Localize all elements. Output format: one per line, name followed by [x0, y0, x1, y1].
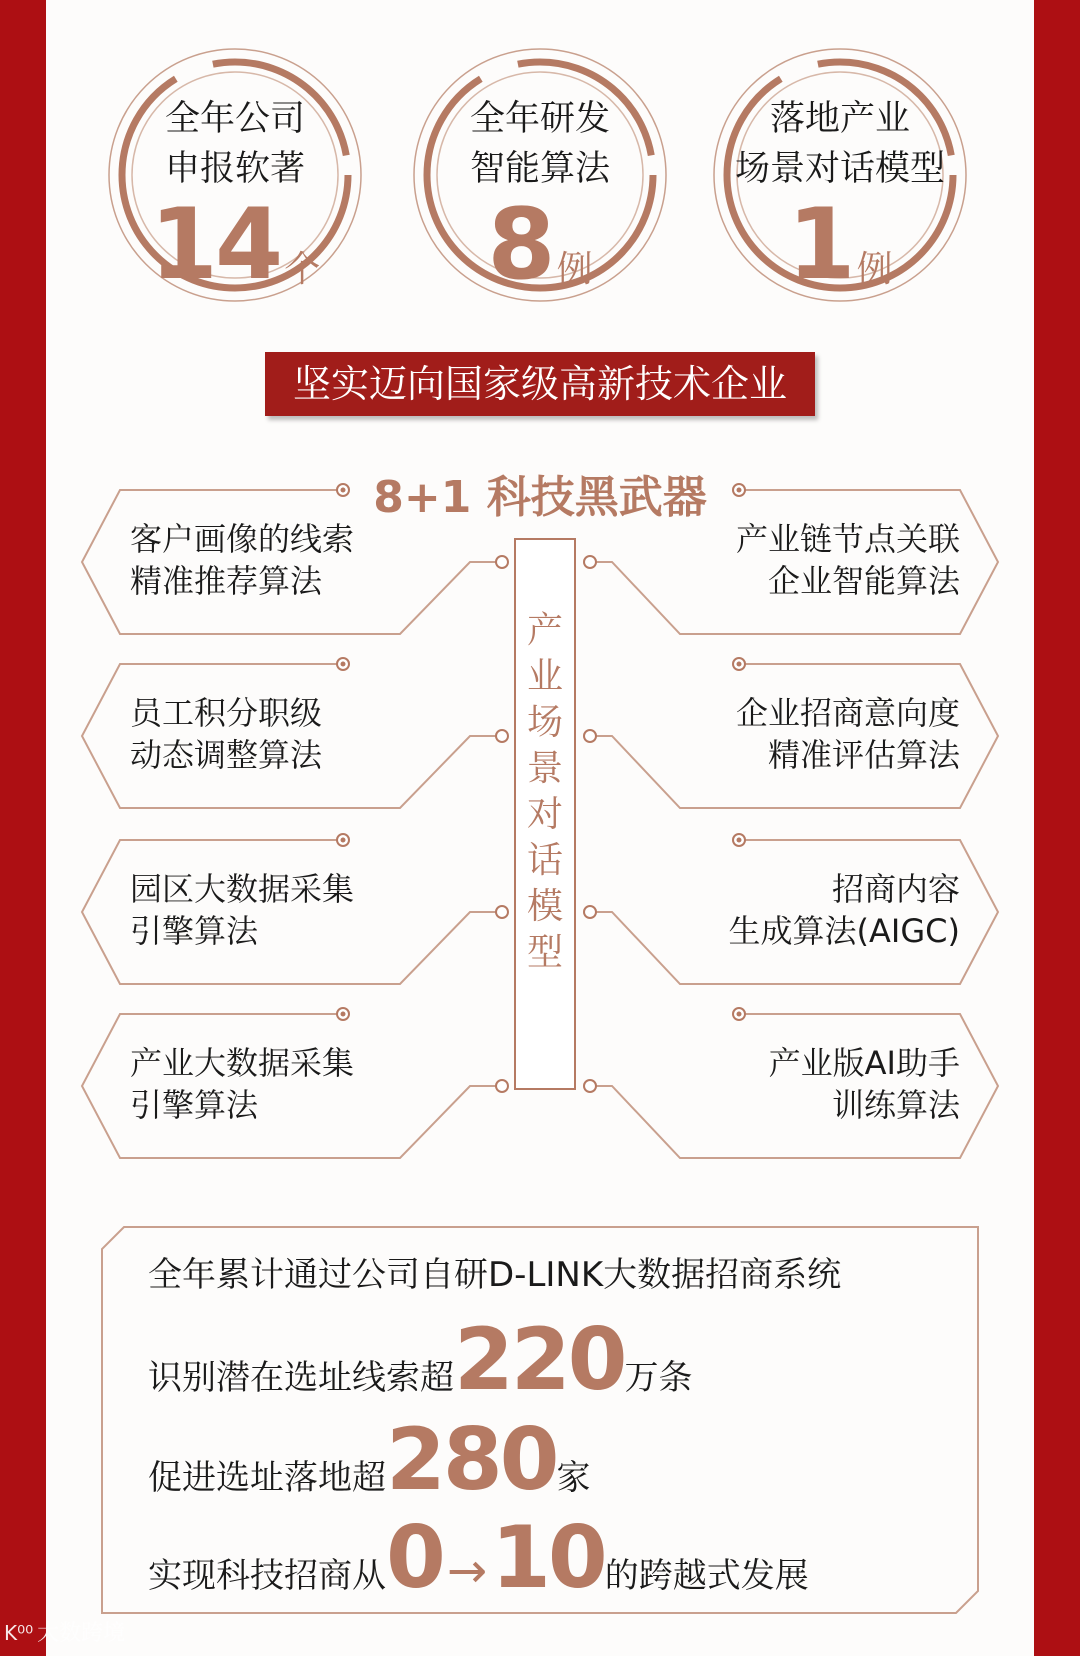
algo-item-left-3: 园区大数据采集 引擎算法 [130, 870, 355, 950]
arrow-right-icon: → [446, 1543, 488, 1599]
stat-label: 全年研发 智能算法 [469, 99, 610, 189]
stat-label: 落地产业 场景对话模型 [734, 99, 945, 189]
summary-line-4: 实现科技招商从0→10的跨越式发展 [148, 1508, 809, 1608]
summary-line-2: 识别潜在选址线索超220万条 [148, 1310, 693, 1410]
watermark [4, 1618, 125, 1649]
stat-number: 14 个 [149, 188, 321, 302]
stat-number: 1 例 [787, 188, 893, 302]
stat-label: 全年公司 申报软著 [164, 99, 305, 189]
summary-box [100, 1225, 980, 1615]
summary-line-1: 全年累计通过公司自研D-LINK大数据招商系统 [148, 1255, 842, 1295]
stat-number: 8 例 [487, 188, 593, 302]
algo-item-right-1: 产业链节点关联 企业智能算法 [735, 520, 960, 600]
diagram-heading: 8+1 科技黑武器 [373, 472, 707, 523]
algo-item-right-2: 企业招商意向度 精准评估算法 [735, 694, 960, 774]
algo-item-right-4: 产业版AI助手 训练算法 [768, 1044, 960, 1124]
watermark-text: 大数跨境 [37, 1621, 126, 1646]
summary-line-3: 促进选址落地超280家 [148, 1410, 591, 1510]
algo-item-right-3: 招商内容 生成算法(AIGC) [728, 870, 960, 950]
center-model-label: 产 业 场 景 对 话 模 型 [526, 610, 563, 973]
algo-item-left-2: 员工积分职级 动态调整算法 [130, 694, 323, 774]
watermark-logo: K⁰⁰ [4, 1621, 34, 1645]
algo-item-left-1: 客户画像的线索 精准推荐算法 [130, 520, 355, 600]
title-banner: 坚实迈向国家级高新技术企业 [265, 352, 815, 416]
algo-item-left-4: 产业大数据采集 引擎算法 [130, 1044, 355, 1124]
